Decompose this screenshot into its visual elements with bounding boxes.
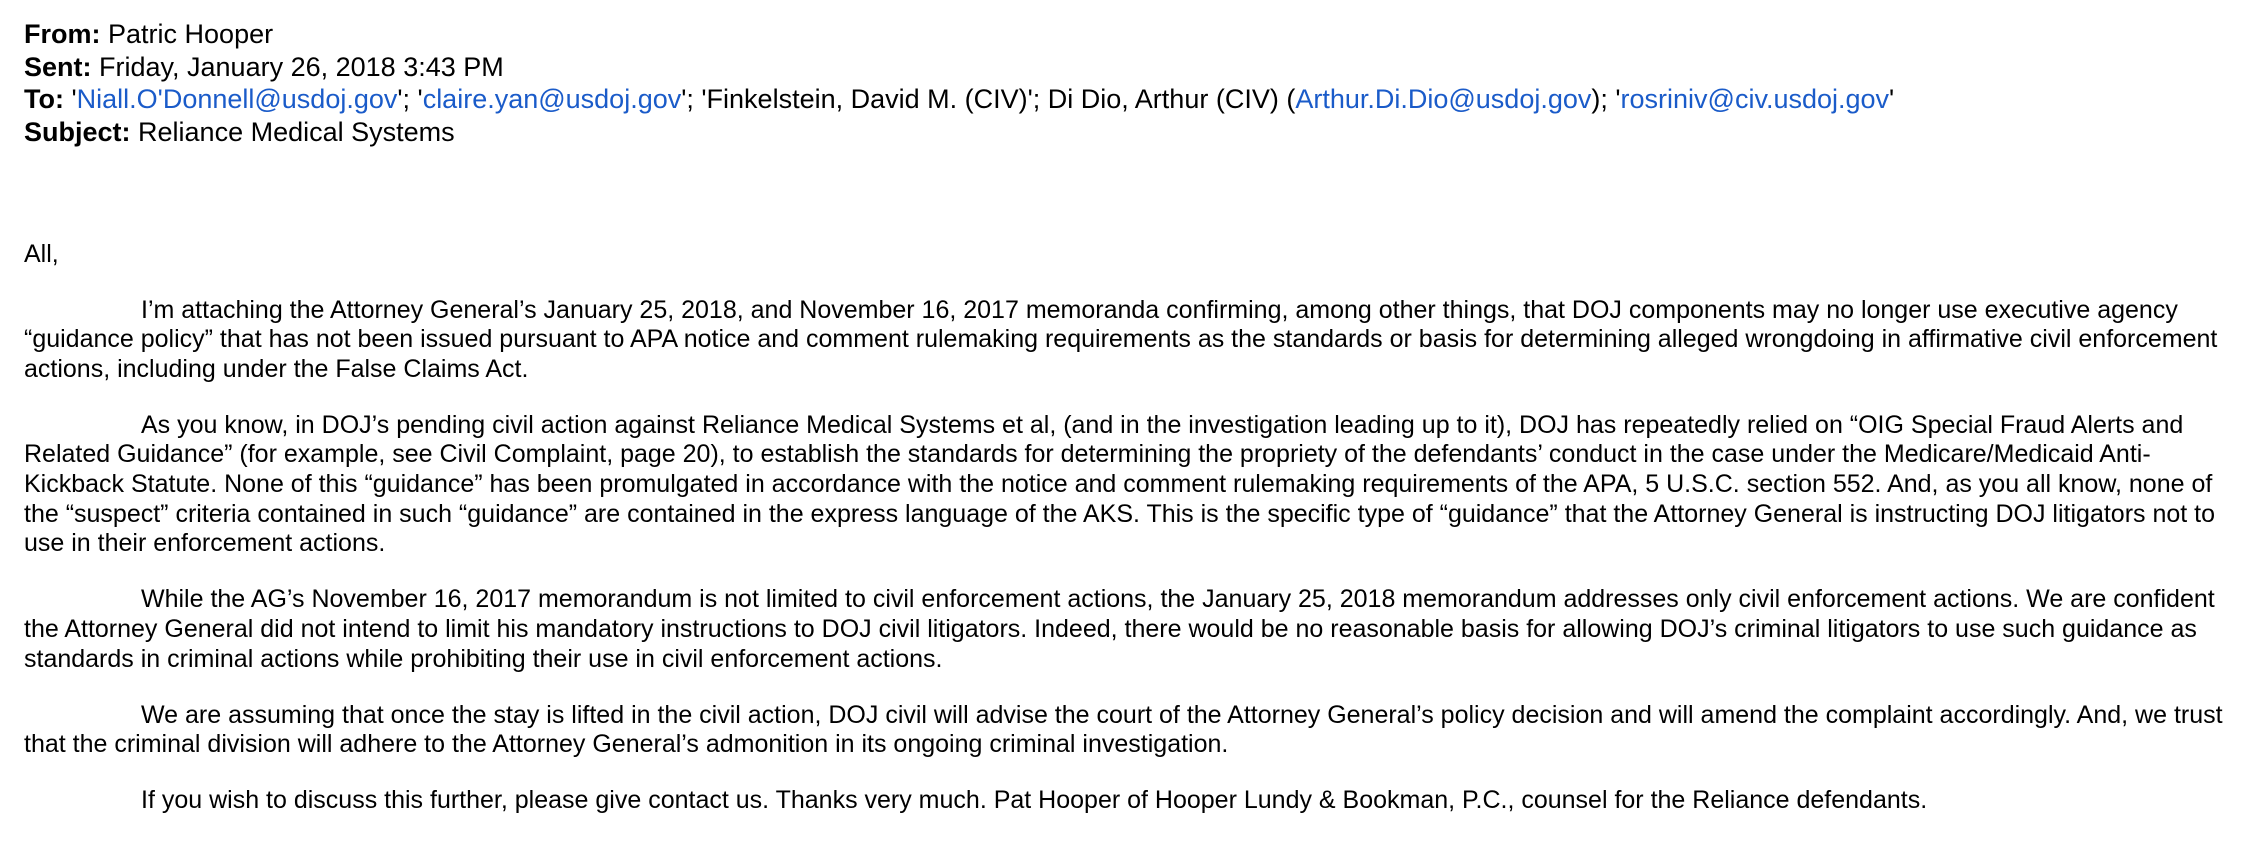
- to-text: '; ': [397, 84, 423, 114]
- recipient-email-link[interactable]: claire.yan@usdoj.gov: [422, 84, 682, 114]
- to-text: ': [1889, 84, 1895, 114]
- body-paragraph: As you know, in DOJ’s pending civil action against Reliance Medical Systems et al, (and in the investigation leading up to it), DOJ has repeatedly relied on “OIG Special Fraud Alerts and Related Guidance” (for example, see Civil Complaint, page 20), to establish the standards for determining the propriety of the defendants’ conduct in the case under the Medicare/Medicaid Anti-Kickback Statute. None of this “guidance” has been promulgated in accordance with the notice and comment rulemaking requirements of the APA, 5 U.S.C. section 552. And, as you all know, none of the “suspect” criteria contained in such “guidance” are contained in the express language of the AKS. This is the specific type of “guidance” that the Attorney General is instructing DOJ litigators not to use in their enforcement actions.: [24, 410, 2216, 558]
- body-paragraph: While the AG’s November 16, 2017 memorandum is not limited to civil enforcement actions, the January 25, 2018 memorandum addresses only civil enforcement actions. We are confident the Attorney General did not intend to limit his mandatory instructions to DOJ civil litigators. Indeed, there would be no reasonable basis for allowing DOJ’s criminal litigators to use such guidance as standards in criminal actions while prohibiting their use in civil enforcement actions.: [24, 585, 2215, 673]
- salutation: All,: [24, 240, 59, 268]
- sent-value: Friday, January 26, 2018 3:43 PM: [99, 51, 504, 82]
- sent-label: Sent:: [24, 51, 92, 82]
- email-header: [24, 18, 2224, 148]
- to-text: '; 'Finkelstein, David M. (CIV)'; Di Dio, Arthur (CIV) (: [681, 84, 1296, 114]
- to-text: ); ': [1591, 84, 1621, 114]
- email-message: [24, 18, 2224, 842]
- email-body: [24, 240, 2224, 816]
- recipient-email-link[interactable]: Arthur.Di.Dio@usdoj.gov: [1295, 84, 1592, 114]
- body-paragraph: We are assuming that once the stay is lifted in the civil action, DOJ civil will advise the court of the Attorney General’s policy decision and will amend the complaint accordingly. And, we trust that the criminal division will adhere to the Attorney General’s admonition in its ongoing criminal investigation.: [24, 700, 2223, 759]
- subject-line: [24, 116, 2224, 149]
- recipient-email-link[interactable]: Niall.O'Donnell@usdoj.gov: [76, 84, 398, 114]
- from-value: Patric Hooper: [108, 19, 274, 49]
- to-label: To:: [24, 84, 64, 114]
- to-text: ': [71, 84, 77, 114]
- subject-value: Reliance Medical Systems: [138, 116, 455, 147]
- from-line: [24, 18, 2224, 51]
- body-paragraph: I’m attaching the Attorney General’s January 25, 2018, and November 16, 2017 memoranda confirming, among other things, that DOJ components may no longer use executive agency “guidance policy” that has not been issued pursuant to APA notice and comment rulemaking requirements as the standards or basis for determining alleged wrongdoing in affirmative civil enforcement actions, including under the False Claims Act.: [24, 295, 2218, 383]
- body-paragraph: If you wish to discuss this further, please give contact us. Thanks very much. Pat Hooper of Hooper Lundy & Bookman, P.C., counsel for the Reliance defendants.: [141, 786, 1928, 815]
- sent-line: [24, 51, 2224, 84]
- recipient-email-link[interactable]: rosriniv@civ.usdoj.gov: [1620, 84, 1890, 114]
- from-label: From:: [24, 19, 101, 49]
- subject-label: Subject:: [24, 116, 131, 147]
- to-line: [24, 83, 2224, 116]
